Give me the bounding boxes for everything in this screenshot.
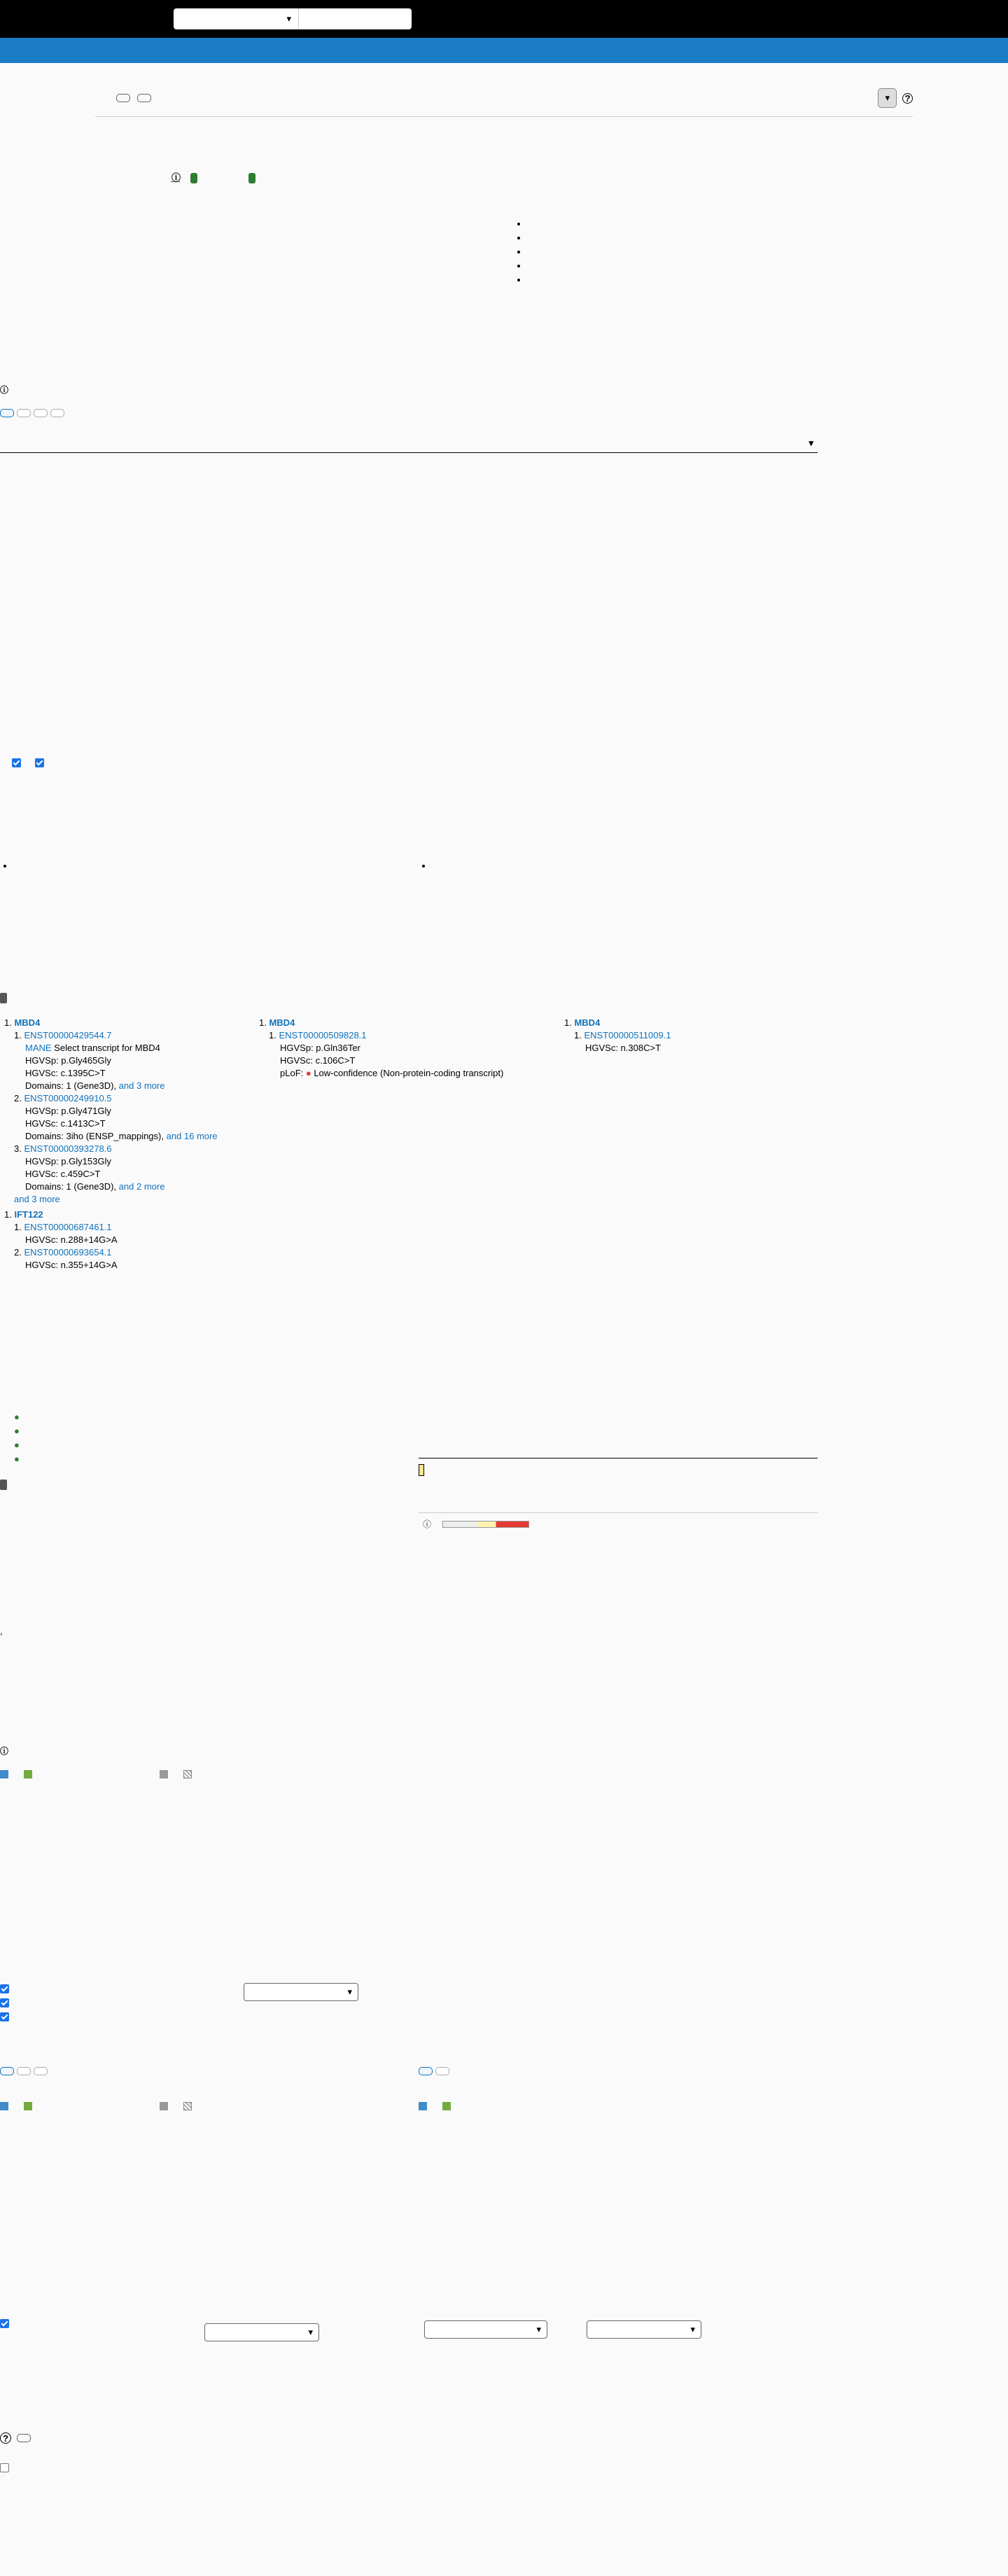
gq-chart <box>0 2122 420 2304</box>
carriers-swatch <box>160 1770 168 1778</box>
tab-genotype-quality[interactable] <box>0 2067 14 2075</box>
sq-tabs <box>419 2067 449 2075</box>
exomes-checkbox[interactable] <box>12 758 21 767</box>
tab-1kg[interactable] <box>34 409 48 417</box>
compare-all-checkbox[interactable] <box>0 2319 9 2328</box>
help-icon[interactable]: ⓘ <box>0 1746 9 1756</box>
genome-swatch <box>442 2102 451 2110</box>
ancestry-table <box>0 434 818 475</box>
vep-noncoding: 1. MBD4 1. ENST00000511009.1 HGVSc: n.308C>T <box>564 1017 671 1053</box>
age-options <box>0 1982 13 2024</box>
announcement-banner <box>0 38 1008 63</box>
sequencing-type-select[interactable]: ▾ <box>204 2323 319 2341</box>
help-icon[interactable]: ? <box>902 93 913 104</box>
compare-all-checkbox[interactable] <box>0 2012 9 2021</box>
gq-legend <box>0 2102 197 2110</box>
transcript-link[interactable]: ENST00000393278.6 <box>24 1143 112 1154</box>
sq-chart <box>419 2117 825 2304</box>
tab-hgdp[interactable] <box>17 409 31 417</box>
frequency-summary-table <box>46 169 318 209</box>
status-dot-icon: ● <box>14 1412 20 1422</box>
ancestry-tabs <box>0 409 64 417</box>
dataset-select[interactable] <box>174 8 298 29</box>
genomes-checkbox[interactable] <box>35 758 44 767</box>
search-input[interactable] <box>298 8 412 29</box>
carriers-swatch <box>160 2102 168 2110</box>
tab-gnomad[interactable] <box>0 409 14 417</box>
gq-tabs <box>0 2067 48 2075</box>
insilico-list <box>14 1410 20 1466</box>
include-checkboxes <box>4 757 48 767</box>
tab-metric-distribution[interactable] <box>419 2067 433 2075</box>
help-icon[interactable]: ⓘ <box>171 172 181 183</box>
divider <box>419 1512 818 1513</box>
vep-splice-region: 1. MBD4 1. ENST00000429544.7 MANE Select transcript for MBD4 HGVSp: p.Gly465Gly HGVSc: c.1395C>T Domains: 1 (Gene3D), and 3 more 2. ENST00000249910.5 HGVSp: p.Gly471Gly HGVSc: c.1413C>T Domains: 3iho (ENSP_mappings), and 16 more 3. ENST00000393278.6 HGVSp: p.Gly153Gly HGVSc: c.459C>T Domains: 1 (Gene3D), and 2 more and 3 more 1. IFT122 1. ENST00000687461.1 HGVSc: n.288+14G>A 2. ENST00000693654.1 HGVSc: n.355+14G>A <box>4 1017 218 1270</box>
copy-variant-id-button[interactable] <box>116 94 130 102</box>
gene-page-button[interactable] <box>137 94 151 102</box>
age-title <box>0 1742 8 1758</box>
dataset-dropdown[interactable]: ▾ <box>878 88 897 108</box>
constraint-table <box>419 1452 818 1477</box>
status-dot-icon: ● <box>14 1440 20 1450</box>
page-title <box>95 87 913 109</box>
gene-link-mbd4: MBD4 <box>14 1017 41 1028</box>
top-navbar <box>0 0 1008 38</box>
sequencing-type-select[interactable]: ▾ <box>244 1983 358 2001</box>
warning-icon: ● <box>305 1068 312 1078</box>
transcript-link[interactable]: ENST00000249910.5 <box>24 1093 112 1103</box>
pass-badge <box>248 173 255 183</box>
all-individuals-swatch <box>183 1770 192 1778</box>
status-dot-icon: ● <box>14 1426 20 1436</box>
exome-swatch <box>0 1770 8 1778</box>
tab-allele-balance[interactable] <box>34 2067 48 2075</box>
caret-down-icon: ▾ <box>286 13 291 24</box>
sequencing-type-select[interactable]: ▾ <box>587 2320 701 2339</box>
zscore-bar <box>442 1521 529 1528</box>
sq-legend <box>419 2102 456 2110</box>
sq-details <box>419 2348 818 2358</box>
status-dot-icon: ● <box>14 1454 20 1464</box>
always-load-checkbox[interactable] <box>0 2463 9 2472</box>
help-icon[interactable]: ⓘ <box>423 1519 432 1529</box>
genome-swatch <box>24 1770 32 1778</box>
pass-badge <box>190 173 197 183</box>
tab-depth[interactable] <box>17 2067 31 2075</box>
tab-local-ancestry[interactable] <box>50 409 64 417</box>
exome-swatch <box>0 2102 8 2110</box>
help-icon[interactable]: ⓘ <box>0 385 9 395</box>
age-chart <box>0 1788 420 1935</box>
load-read-data-button[interactable] <box>17 2434 31 2442</box>
ancestry-title <box>0 381 8 397</box>
divider <box>95 116 913 117</box>
transcript-link[interactable]: ENST00000693654.1 <box>24 1247 112 1258</box>
zscore-legend <box>419 1518 533 1530</box>
transcript-link[interactable]: ENST00000687461.1 <box>24 1222 112 1232</box>
transcript-link[interactable]: ENST00000511009.1 <box>584 1030 671 1040</box>
metric-select[interactable]: ▾ <box>424 2320 547 2339</box>
sort-desc-icon: ▾ <box>808 438 813 448</box>
transcript-link[interactable]: ENST00000509828.1 <box>279 1030 367 1040</box>
homozygous-checkbox[interactable] <box>0 1998 9 2007</box>
age-legend <box>0 1770 197 1778</box>
gene-link-ift122: IFT122 <box>14 1209 43 1220</box>
heterozygous-checkbox[interactable] <box>0 1984 9 1993</box>
gene-link-mbd4: MBD4 <box>269 1017 295 1028</box>
genome-swatch <box>24 2102 32 2110</box>
clinvar-details: , <box>0 1626 3 1636</box>
exome-swatch <box>419 2102 427 2110</box>
all-individuals-swatch <box>183 2102 192 2110</box>
gene-link-mbd4: MBD4 <box>574 1017 601 1028</box>
vep-stop-gained: 1. MBD4 1. ENST00000509828.1 HGVSp: p.Gln36Ter HGVSc: c.106C>T pLoF: ● Low-confidence (Non-protein-coding transcript) <box>259 1017 504 1078</box>
more-transcripts-link[interactable]: and 3 more <box>14 1194 60 1204</box>
help-icon[interactable]: ? <box>0 2432 11 2444</box>
tab-all-metric-values[interactable] <box>435 2067 449 2075</box>
external-resources <box>514 210 528 294</box>
transcript-link[interactable]: ENST00000429544.7 <box>24 1030 112 1040</box>
